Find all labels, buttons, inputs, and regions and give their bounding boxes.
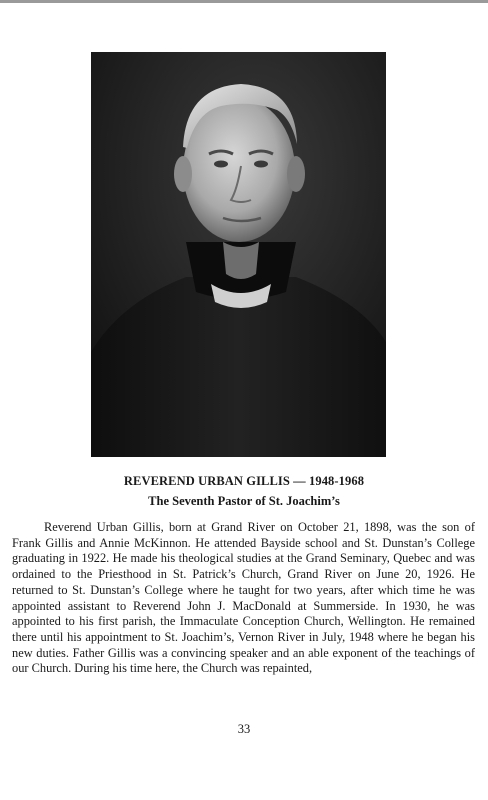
page-number: 33 — [237, 722, 251, 736]
portrait-image — [91, 52, 386, 457]
caption-title: REVEREND URBAN GILLIS — 1948-1968 — [123, 474, 365, 488]
caption-subtitle: The Seventh Pastor of St. Joachim’s — [148, 494, 340, 508]
portrait-photo — [91, 52, 386, 457]
page-top-edge — [0, 0, 488, 3]
biography-paragraph: Reverend Urban Gillis, born at Grand River on October 21, 1898, was the son of Frank Gillis and Annie McKinnon. He attended Bayside school and St. Dunstan’s College graduating in 1922. He made his theological studies at the Grand Seminary, Quebec and was ordained to the Priesthood in St. Patrick’s Church, Grand River on June 20, 1926. He returned to St. Dunstan’s College where he taught for two years, after which time he was appointed assistant to Reverend John J. MacDonald at Summerside. In 1930, he was appointed to his first parish, the Immaculate Conception Church, Wellington. He remained there until his appointment to St. Joachim’s, Vernon River in July, 1948 where he began his new duties. Father Gillis was a convincing speaker and an able exponent of the teachings of our Church. During his time here, the Church was repainted, — [12, 520, 475, 676]
